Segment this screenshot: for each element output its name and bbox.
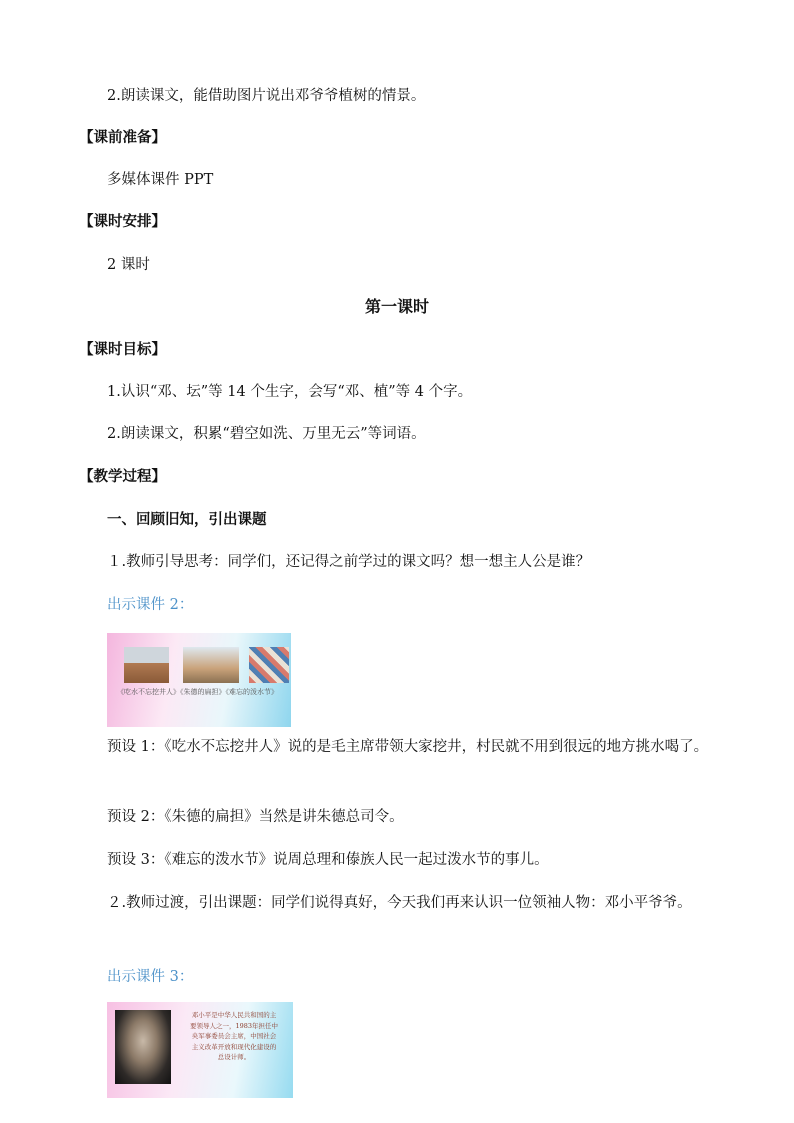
heading-process: 【教学过程】 <box>79 469 166 485</box>
water-festival-picture <box>249 647 289 683</box>
objective-2: 2.朗读课文，能借助图片说出邓爷爷植树的情景。 <box>107 88 426 104</box>
preset-3: 预设 3：《难忘的泼水节》说周总理和傣族人民一起过泼水节的事儿。 <box>107 852 549 868</box>
slide-3-image <box>107 1002 293 1098</box>
portrait-photo <box>115 1010 171 1084</box>
goal-1: 1.认识“邓、坛”等 14 个生字，会写“邓、植”等 4 个字。 <box>107 384 473 400</box>
step-1-2: ２.教师过渡，引出课题：同学们说得真好，今天我们再来认识一位领袖人物：邓小平爷爷。 <box>107 895 692 911</box>
heading-preparation: 【课前准备】 <box>79 130 166 146</box>
preparation-text: 多媒体课件 PPT <box>107 172 214 188</box>
preset-1: 预设 1：《吃水不忘挖井人》说的是毛主席带领大家挖井，村民就不用到很远的地方挑水喝了。 <box>107 739 709 755</box>
carrying-pole-picture <box>183 647 239 683</box>
schedule-text: 2 课时 <box>107 257 150 273</box>
show-slide-2: 出示课件 2： <box>107 597 194 613</box>
show-slide-3: 出示课件 3： <box>107 969 194 985</box>
goal-2: 2.朗读课文，积累“碧空如洗、万里无云”等词语。 <box>107 426 426 442</box>
lesson-title: 第一课时 <box>364 297 429 316</box>
step-1-heading: 一、回顾旧知，引出课题 <box>107 512 267 528</box>
step-1-1: １.教师引导思考：同学们，还记得之前学过的课文吗？想一想主人公是谁？ <box>107 554 591 570</box>
slide-3-text: 邓小平是中华人民共和国的主要领导人之一，1983年担任中央军事委员会主席，中国社会主义改革开放和现代化建设的总设计师。 <box>189 1011 279 1061</box>
heading-goals: 【课时目标】 <box>79 342 166 358</box>
slide-2-image <box>107 633 291 727</box>
preset-2: 预设 2：《朱德的扁担》当然是讲朱德总司令。 <box>107 809 404 825</box>
well-picture <box>124 647 169 683</box>
slide-2-caption: 《吃水不忘挖井人》《朱德的扁担》《难忘的泼水节》 <box>117 688 278 696</box>
heading-schedule: 【课时安排】 <box>79 214 166 230</box>
